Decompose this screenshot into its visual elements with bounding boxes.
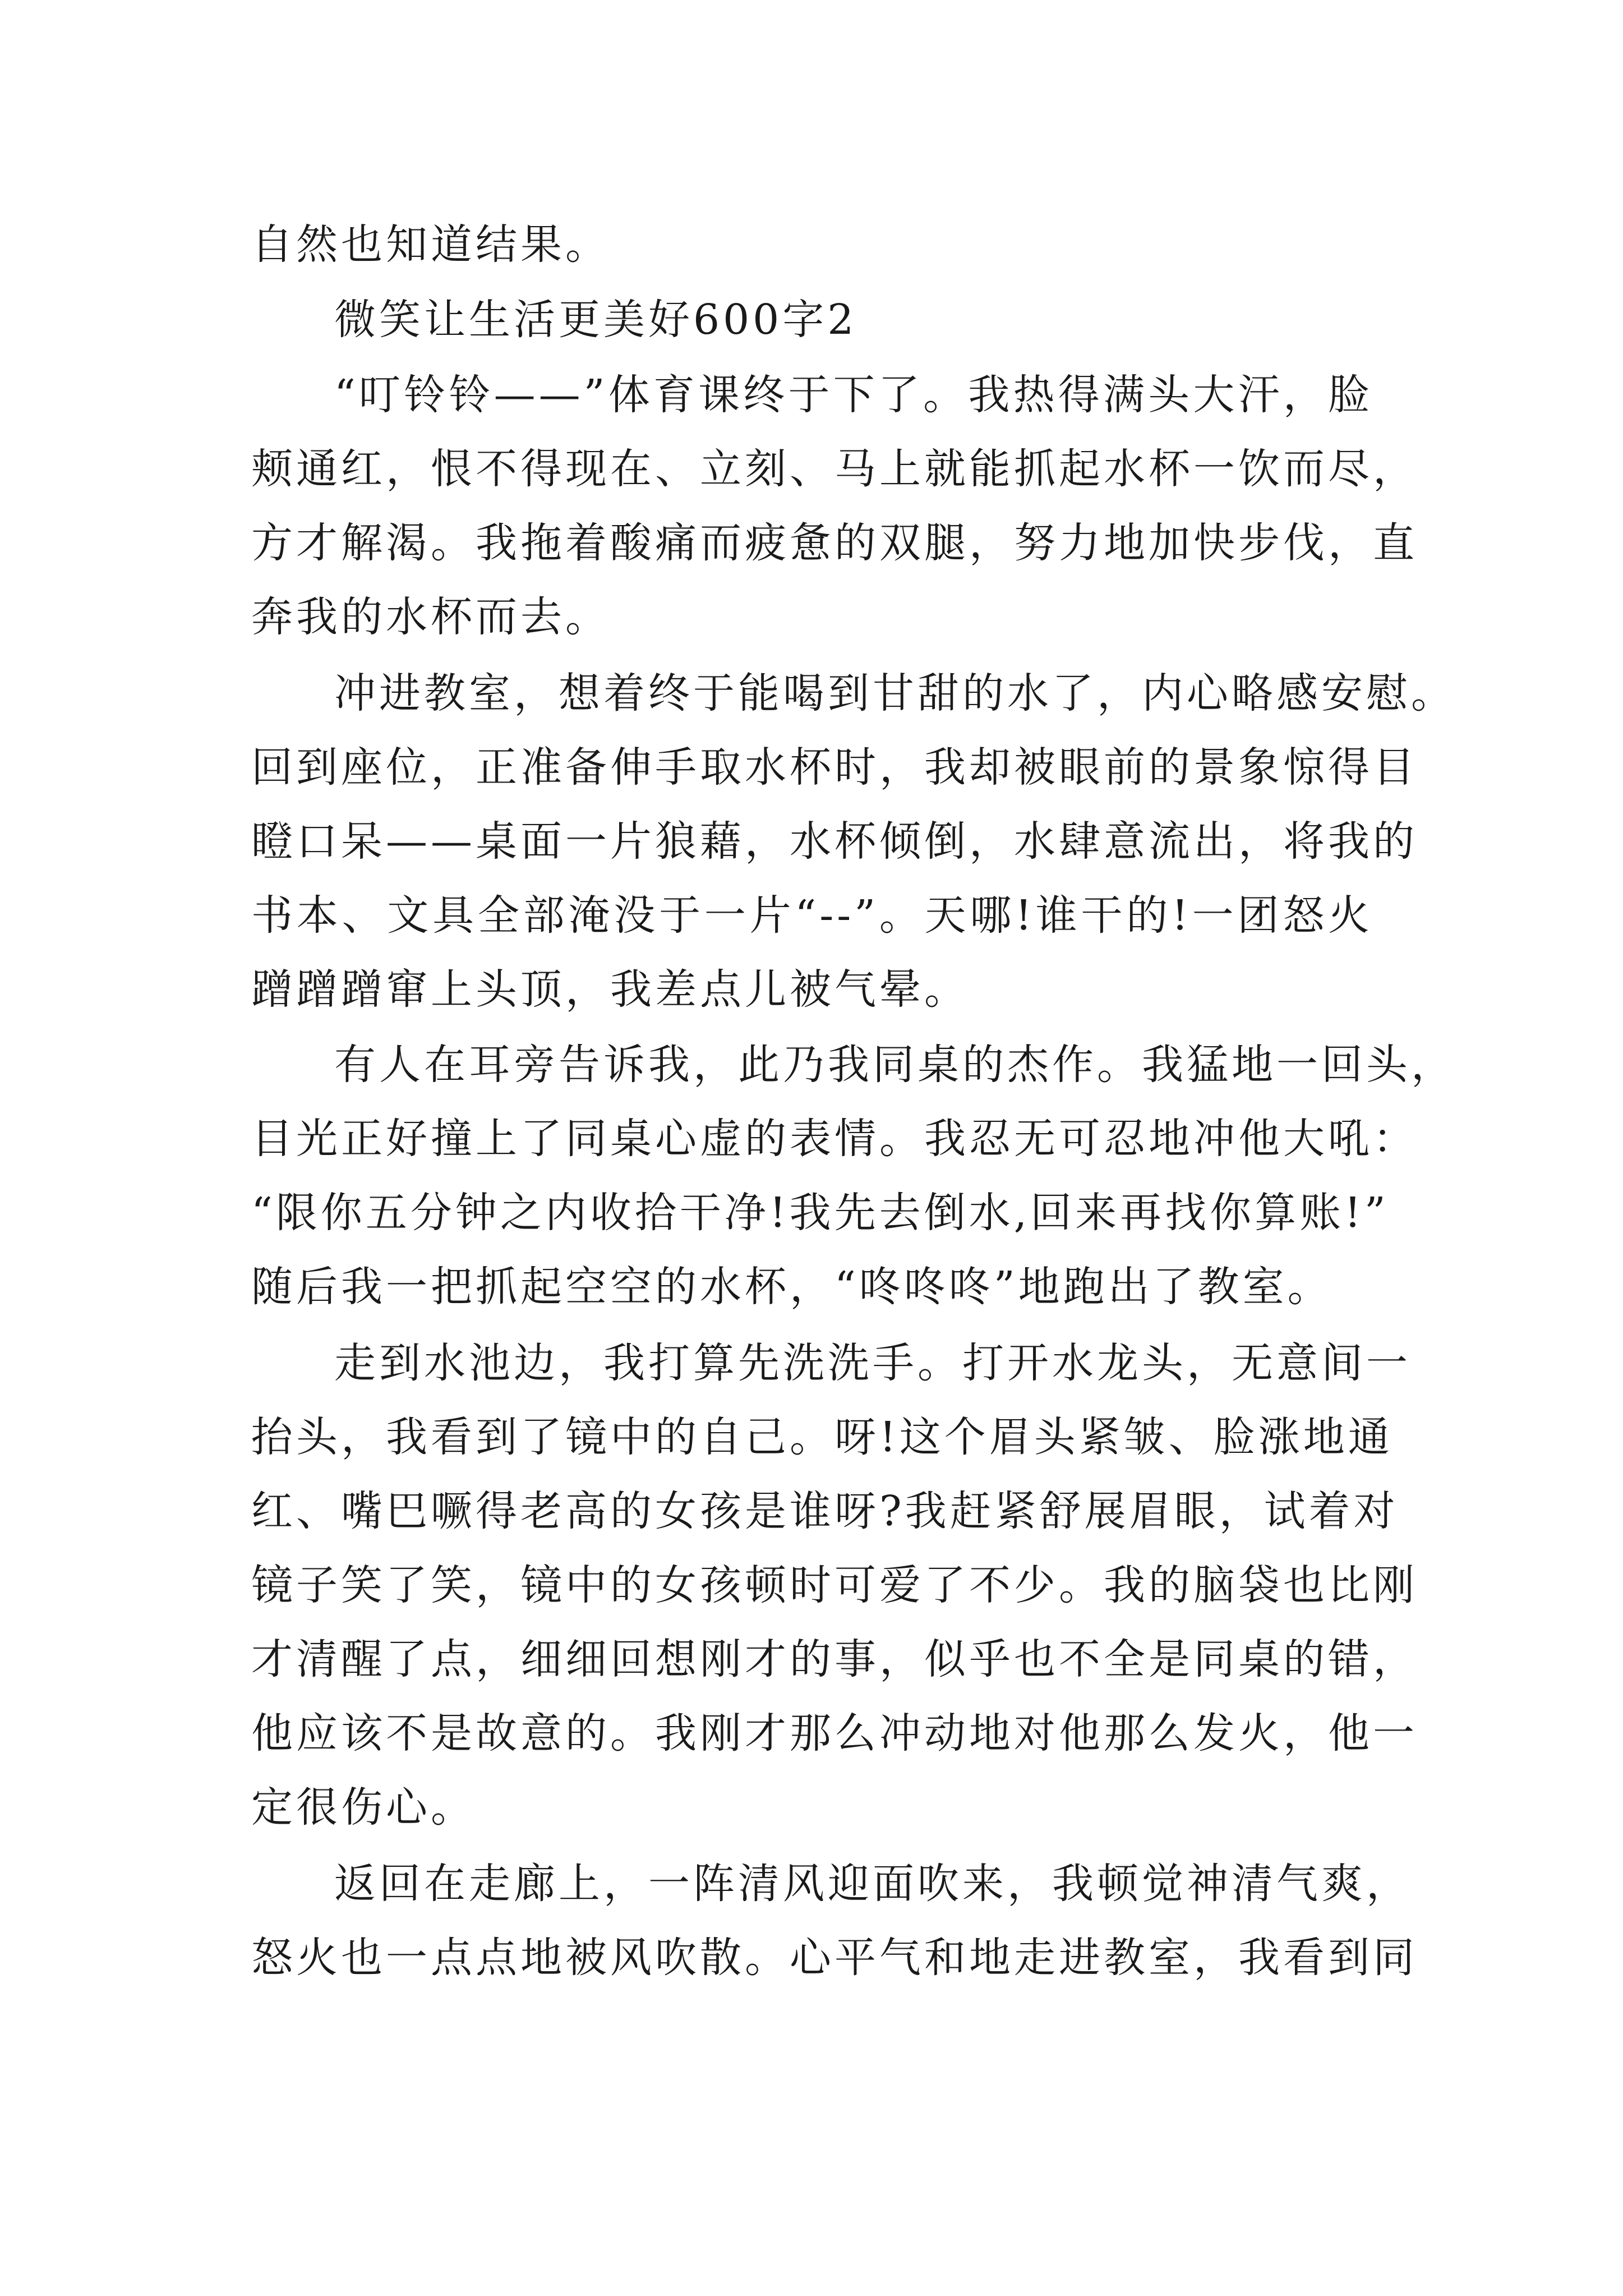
text-line: 回到座位，正准备伸手取水杯时，我却被眼前的景象惊得目 — [251, 743, 1418, 792]
text-line: 返回在走廊上，一阵清风迎面吹来，我顿觉神清气爽， — [334, 1860, 1411, 1908]
text-line: 瞪口呆——桌面一片狼藉，水杯倾倒，水肆意流出，将我的 — [251, 817, 1418, 866]
text-line: 有人在耳旁告诉我，此乃我同桌的杰作。我猛地一回头， — [334, 1041, 1456, 1089]
text-line: 自然也知道结果。 — [251, 220, 610, 269]
text-line: 冲进教室，想着终于能喝到甘甜的水了，内心略感安慰。 — [334, 669, 1456, 717]
text-line: 蹭蹭蹭窜上头顶，我差点儿被气晕。 — [251, 965, 969, 1014]
text-line: 奔我的水杯而去。 — [251, 593, 610, 641]
text-line: “限你五分钟之内收拾干净!我先去倒水,回来再找你算账!” — [251, 1189, 1389, 1237]
text-line: 红、嘴巴噘得老高的女孩是谁呀?我赶紧舒展眉眼，试着对 — [251, 1487, 1399, 1535]
text-line: 随后我一把抓起空空的水杯，“咚咚咚”地跑出了教室。 — [251, 1263, 1332, 1311]
text-line: “叮铃铃——”体育课终于下了。我热得满头大汗，脸 — [334, 371, 1373, 419]
text-line: 走到水池边，我打算先洗洗手。打开水龙头，无意间一 — [334, 1339, 1411, 1387]
text-line: 他应该不是故意的。我刚才那么冲动地对他那么发火，他一 — [251, 1709, 1418, 1757]
text-line: 定很伤心。 — [251, 1783, 476, 1832]
section-heading: 微笑让生活更美好600字2 — [334, 296, 857, 344]
text-line: 目光正好撞上了同桌心虚的表情。我忍无可忍地冲他大吼： — [251, 1115, 1418, 1163]
text-line: 才清醒了点，细细回想刚才的事，似乎也不全是同桌的错， — [251, 1635, 1418, 1683]
text-line: 书本、文具全部淹没于一片“--”。天哪!谁干的!一团怒火 — [251, 891, 1373, 940]
text-line: 镜子笑了笑，镜中的女孩顿时可爱了不少。我的脑袋也比刚 — [251, 1561, 1418, 1609]
text-line: 方才解渴。我拖着酸痛而疲惫的双腿，努力地加快步伐，直 — [251, 519, 1418, 567]
text-line: 抬头，我看到了镜中的自己。呀!这个眉头紧皱、脸涨地通 — [251, 1413, 1393, 1461]
text-line: 怒火也一点点地被风吹散。心平气和地走进教室，我看到同 — [251, 1934, 1418, 1982]
text-line: 颊通红，恨不得现在、立刻、马上就能抓起水杯一饮而尽， — [251, 445, 1418, 493]
